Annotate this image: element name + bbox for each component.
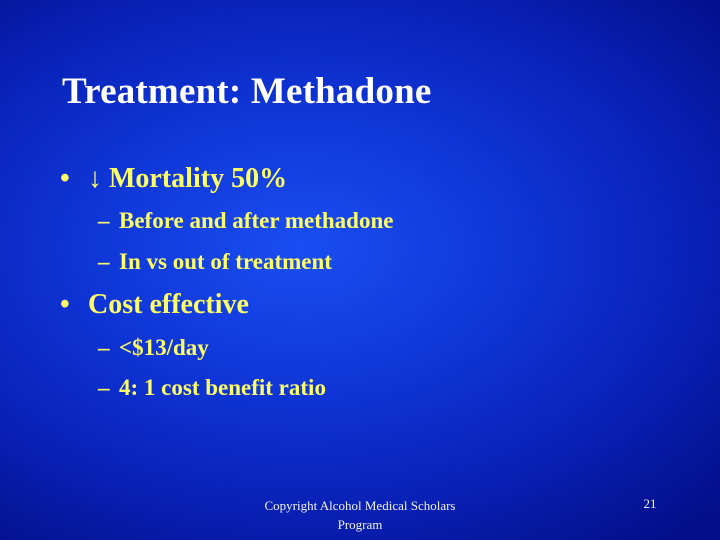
slide-footer: Copyright Alcohol Medical Scholars Program bbox=[264, 498, 456, 532]
sub-bullet-text: In vs out of treatment bbox=[119, 249, 332, 274]
sub-bullet-item bbox=[98, 375, 326, 401]
sub-bullet-text: <$13/day bbox=[119, 335, 209, 360]
dash-marker: – bbox=[98, 335, 110, 360]
sub-bullet-item bbox=[98, 208, 393, 234]
bullet-marker: • bbox=[60, 163, 70, 194]
sub-bullet-text: 4: 1 cost benefit ratio bbox=[119, 375, 326, 400]
dash-marker: – bbox=[98, 375, 110, 400]
bullet-text: ↓ Mortality 50% bbox=[88, 163, 288, 194]
bullet-text: Cost effective bbox=[88, 289, 249, 320]
slide-title: Treatment: Methadone bbox=[62, 71, 432, 112]
sub-bullet-item bbox=[98, 335, 209, 361]
bullet-item bbox=[60, 289, 249, 321]
bullet-marker: • bbox=[60, 289, 70, 320]
slide-number: 21 bbox=[643, 496, 657, 511]
sub-bullet-item bbox=[98, 249, 332, 275]
bullet-item bbox=[60, 163, 287, 195]
dash-marker: – bbox=[98, 249, 110, 274]
dash-marker: – bbox=[98, 208, 110, 233]
sub-bullet-text: Before and after methadone bbox=[119, 208, 394, 233]
